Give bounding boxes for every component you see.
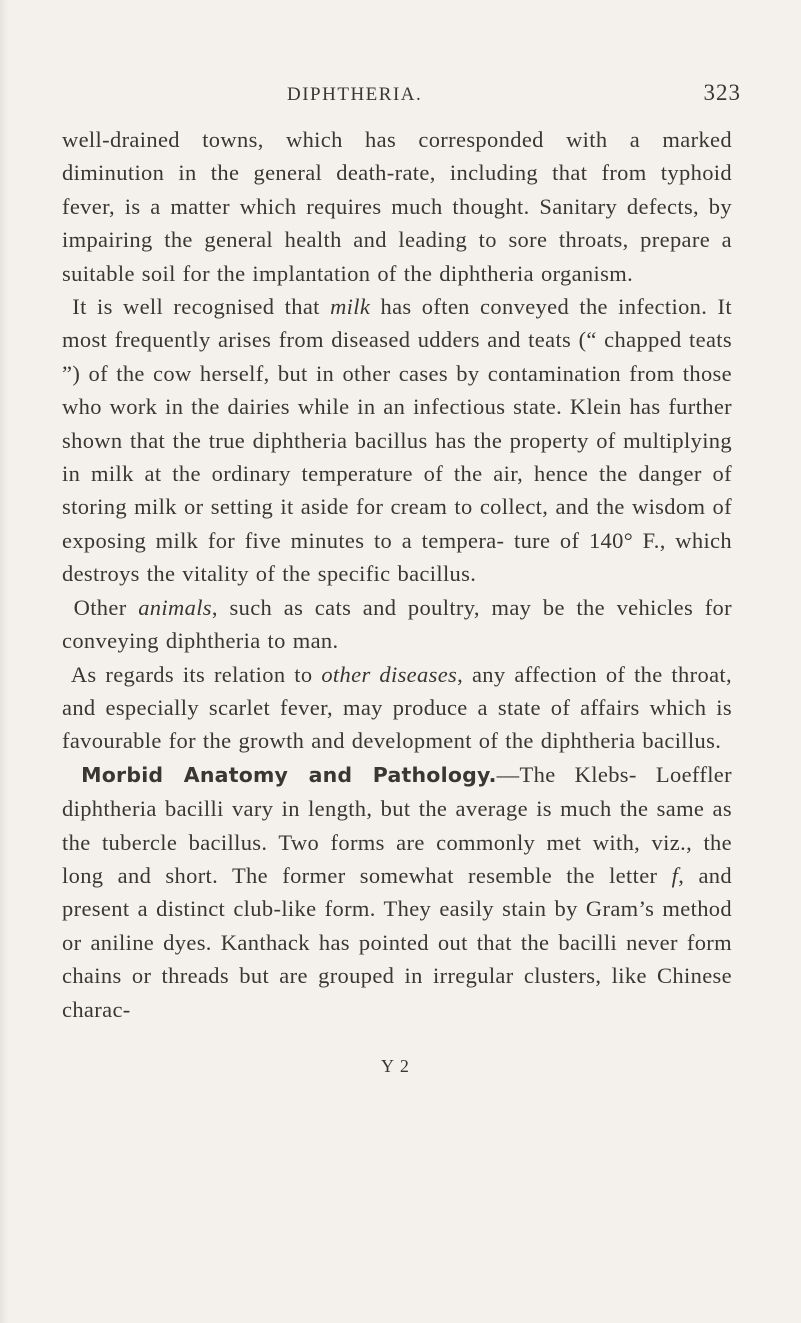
paragraph-animals: Other animals, such as cats and poultry, may be the vehicles for conveying diphtheria to man. — [62, 594, 732, 654]
paragraph-continuation: well-drained towns, which has corresponded with a marked diminution in the general death-rate, including that from typhoid fever, is a matter which requires much thought. Sanitary defects, by impairing the general health and leading to sore throats, prepare a suitable soil for the implantation of the diphtheria organism. — [62, 127, 732, 286]
italic-term-other-diseases: other diseases — [321, 661, 458, 687]
running-head — [0, 78, 801, 118]
body-text — [62, 123, 732, 1026]
signature-mark: Y 2 — [381, 1056, 410, 1076]
page-gutter-shadow — [0, 0, 8, 1323]
italic-term-animals: animals — [138, 594, 212, 620]
paragraph-other-diseases: As regards its relation to other diseases, any affection of the throat, and especially scarlet fever, may produce a state of affairs which is favourable for the growth and development of the diphtheria bacillus. — [62, 661, 732, 754]
italic-term-milk: milk — [330, 294, 371, 320]
italic-letter-f: f — [671, 862, 679, 888]
page-number: 323 — [703, 80, 741, 105]
paragraph-morbid-anatomy: Morbid Anatomy and Pathology.—The Klebs- Loeffler diphtheria bacilli vary in length, but the average is much the same as the tubercle bacillus. Two forms are commonly met with, viz., the long and short. The former somewhat resemble the letter f, and present a distinct club-like form. They easily stain by Gram’s method or aniline dyes. Kanthack has pointed out that the bacilli never form chains or threads but are grouped in irregular clusters, like Chinese charac- — [62, 761, 732, 1022]
section-heading: Morbid Anatomy and Pathology. — [81, 762, 497, 787]
running-head-title: DIPHTHERIA. — [287, 84, 423, 105]
paragraph-milk: It is well recognised that milk has often conveyed the infection. It most frequently arises from diseased udders and teats (“ chapped teats ”) of the cow herself, but in other cases by contamination from those who work in the dairies while in an infectious state. Klein has further shown that the true diphtheria bacillus has the property of multiplying in milk at the ordinary temperature of the air, hence the danger of storing milk or setting it aside for cream to collect, and the wisdom of exposing milk for five minutes to a tempera- ture of 140° F., which destroys the vitality of the specific bacillus. — [62, 294, 732, 587]
